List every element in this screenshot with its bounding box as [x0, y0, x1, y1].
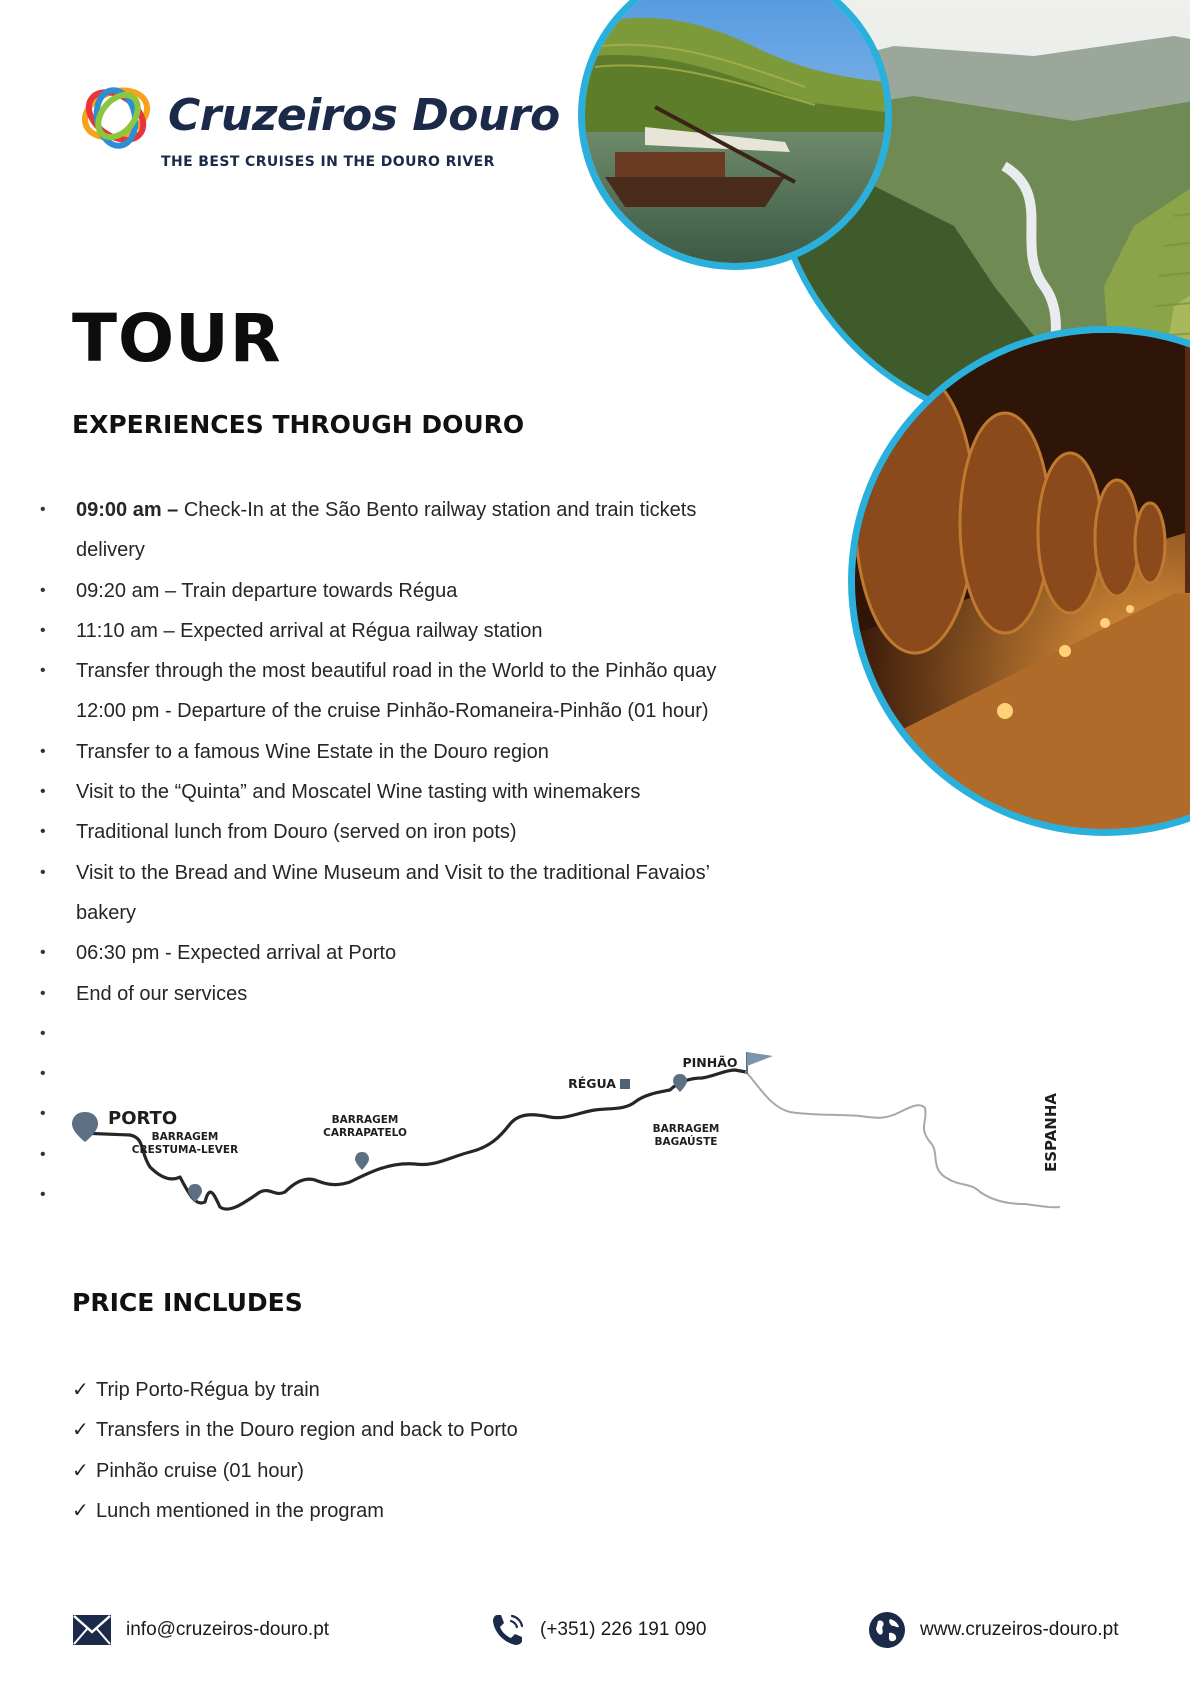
list-item: • Visit to the “Quinta” and Moscatel Wine tasting with winemakers	[40, 772, 760, 812]
footer-phone[interactable]	[490, 1610, 706, 1650]
map-pin-icon	[188, 1184, 202, 1202]
brand-tagline: THE BEST CRUISES IN THE DOURO RIVER	[161, 154, 495, 170]
footer-website[interactable]	[868, 1610, 1119, 1650]
logo-mark-icon	[76, 76, 156, 156]
wine-cellar-photo	[848, 326, 1190, 836]
map-label-crestuma-1: BARRAGEM	[151, 1131, 219, 1143]
checkmark-icon: ✓	[72, 1419, 89, 1442]
globe-icon	[868, 1611, 906, 1649]
map-label-carrapatelo-1: BARRAGEM	[331, 1114, 399, 1126]
river-path-spain	[746, 1072, 1060, 1207]
phone-number[interactable]: (+351) 226 191 090	[540, 1619, 707, 1640]
list-item: • Visit to the Bread and Wine Museum and Visit to the traditional Favaios’	[40, 853, 760, 893]
footer-email[interactable]	[72, 1610, 329, 1650]
list-item: • Transfer through the most beautiful road in the World to the Pinhão quay	[40, 651, 760, 691]
list-item	[72, 1370, 518, 1410]
station-marker	[620, 1079, 630, 1089]
include-text: Lunch mentioned in the program	[96, 1499, 384, 1522]
list-item	[72, 1451, 518, 1491]
envelope-icon	[72, 1614, 112, 1646]
map-label-crestuma-2: CRESTUMA-LEVER	[131, 1144, 239, 1156]
map-label-porto: PORTO	[108, 1108, 178, 1129]
brand-logo	[76, 76, 560, 176]
map-label-espanha: ESPANHA	[1042, 1093, 1060, 1172]
map-label-carrapatelo-2: CARRAPATELO	[323, 1127, 407, 1139]
checkmark-icon: ✓	[72, 1499, 89, 1522]
include-text: Trip Porto-Régua by train	[96, 1379, 320, 1401]
map-pin-icon	[673, 1074, 687, 1092]
brand-name: Cruzeiros Douro	[168, 90, 560, 141]
list-item-continuation: bakery	[76, 901, 137, 924]
price-includes-list	[72, 1370, 518, 1531]
phone-icon	[490, 1612, 526, 1648]
map-label-bagauste-2: BAGAÚSTE	[654, 1136, 718, 1148]
list-item	[72, 1410, 518, 1450]
map-label-pinhao: PINHÃO	[682, 1055, 738, 1070]
page-subtitle: EXPERIENCES THROUGH DOURO	[72, 410, 525, 439]
checkmark-icon: ✓	[72, 1459, 89, 1482]
list-item-continuation: 12:00 pm - Departure of the cruise Pinhão-Romaneira-Pinhão (01 hour)	[76, 700, 709, 723]
list-item: • 06:30 pm - Expected arrival at Porto	[40, 933, 760, 973]
list-item: • 11:10 am – Expected arrival at Régua railway station	[40, 611, 760, 651]
douro-route-map	[70, 1042, 1060, 1232]
list-item-continuation: delivery	[76, 539, 145, 562]
map-label-bagauste-1: BARRAGEM	[652, 1123, 720, 1135]
website-link[interactable]: www.cruzeiros-douro.pt	[920, 1619, 1119, 1640]
map-pin-icon	[355, 1152, 369, 1170]
item-text: Check-In at the São Bento railway station and train tickets	[178, 499, 697, 521]
price-includes-title: PRICE INCLUDES	[72, 1288, 303, 1317]
map-pin-icon	[72, 1112, 98, 1142]
list-item: • Traditional lunch from Douro (served on iron pots)	[40, 812, 760, 852]
checkmark-icon: ✓	[72, 1379, 89, 1401]
list-item	[40, 490, 760, 530]
include-text: Pinhão cruise (01 hour)	[96, 1459, 304, 1482]
map-label-regua: RÉGUA	[568, 1076, 616, 1091]
include-text: Transfers in the Douro region and back to Porto	[96, 1419, 518, 1442]
list-item: • Transfer to a famous Wine Estate in the Douro region	[40, 732, 760, 772]
item-time: 09:00 am –	[76, 499, 179, 521]
list-item: • End of our services	[40, 974, 760, 1014]
flag-icon	[747, 1052, 773, 1074]
page-title: TOUR	[72, 300, 282, 377]
email-link[interactable]: info@cruzeiros-douro.pt	[126, 1619, 330, 1640]
list-item	[72, 1491, 518, 1531]
list-item: • 09:20 am – Train departure towards Régua	[40, 571, 760, 611]
